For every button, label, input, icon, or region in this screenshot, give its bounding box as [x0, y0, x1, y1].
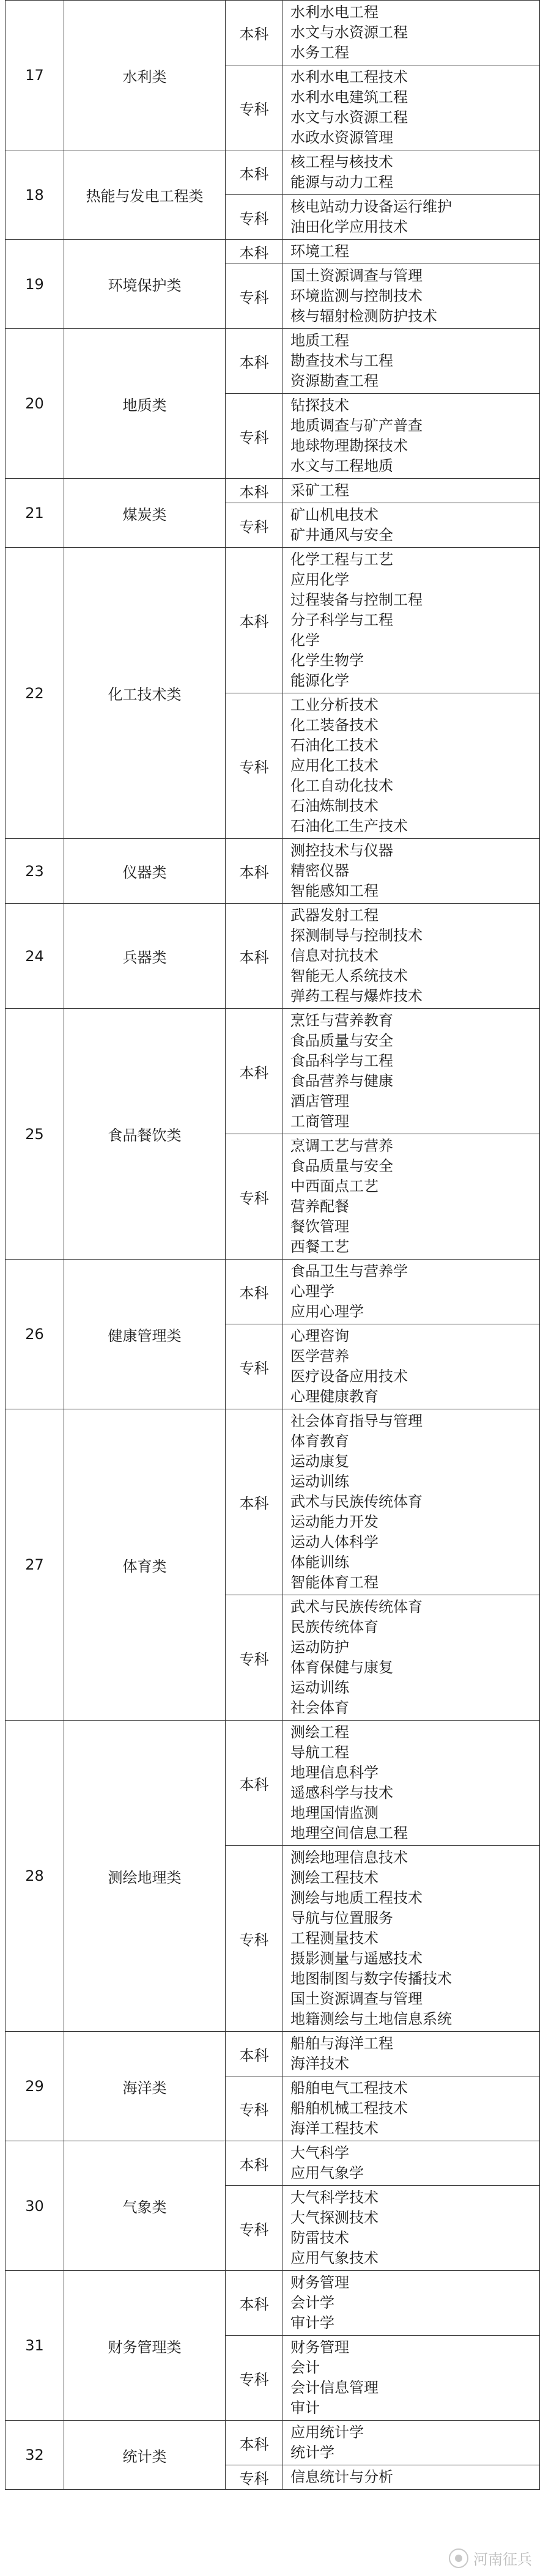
category-cell: 统计类 [64, 2421, 226, 2490]
major-item: 化工装备技术 [290, 717, 379, 734]
majors-cell [283, 2032, 540, 2076]
level-cell: 本科 [226, 240, 283, 264]
major-item: 财务管理 [290, 2339, 349, 2356]
major-item: 地理空间信息工程 [290, 1825, 408, 1842]
level-cell: 本科 [226, 150, 283, 195]
major-item: 海洋工程技术 [290, 2120, 379, 2137]
row-number: 19 [6, 240, 64, 329]
majors-cell [283, 1846, 540, 2032]
category-cell: 食品餐饮类 [64, 1009, 226, 1260]
table-row [6, 150, 540, 195]
row-number: 22 [6, 548, 64, 839]
major-item: 武术与民族传统体育 [290, 1493, 423, 1510]
major-item: 医疗设备应用技术 [290, 1368, 408, 1385]
category-cell: 海洋类 [64, 2032, 226, 2141]
level-cell: 专科 [226, 1134, 283, 1260]
major-item: 应用化学 [290, 571, 349, 588]
major-item: 烹调工艺与营养 [290, 1137, 393, 1154]
major-item: 应用气象学 [290, 2165, 364, 2182]
major-item: 测绘与地质工程技术 [290, 1889, 423, 1906]
major-item: 地质调查与矿产普查 [290, 417, 423, 434]
majors-cell [283, 2141, 540, 2186]
majors-cell [283, 1, 540, 65]
major-item: 体育保健与康复 [290, 1659, 393, 1676]
level-cell: 本科 [226, 1260, 283, 1324]
major-item: 会计信息管理 [290, 2379, 379, 2396]
major-item: 烹饪与营养教育 [290, 1012, 393, 1029]
major-item: 水利水电工程技术 [290, 68, 408, 86]
table-row [6, 2421, 540, 2465]
majors-cell [283, 394, 540, 479]
major-item: 社会体育指导与管理 [290, 1412, 423, 1430]
category-cell: 煤炭类 [64, 479, 226, 548]
level-cell: 专科 [226, 1846, 283, 2032]
table-row [6, 839, 540, 904]
majors-cell [283, 2186, 540, 2271]
level-cell: 专科 [226, 503, 283, 548]
level-cell: 本科 [226, 1009, 283, 1134]
wechat-logo-icon [449, 2548, 468, 2568]
majors-cell [283, 1595, 540, 1721]
major-item: 地理信息科学 [290, 1764, 379, 1781]
major-item: 运动训练 [290, 1473, 349, 1490]
major-item: 大气科学 [290, 2144, 349, 2161]
major-item: 水文与水资源工程 [290, 109, 408, 126]
category-cell: 地质类 [64, 329, 226, 479]
major-item: 石油化工技术 [290, 737, 379, 754]
major-item: 水文与工程地质 [290, 457, 393, 474]
major-item: 信息统计与分析 [290, 2468, 393, 2486]
major-item: 审计学 [290, 2314, 334, 2331]
major-item: 测绘工程技术 [290, 1869, 379, 1886]
major-item: 体育教育 [290, 1433, 349, 1450]
major-item: 船舶与海洋工程 [290, 2035, 393, 2052]
major-item: 社会体育 [290, 1699, 349, 1716]
category-cell: 水利类 [64, 1, 226, 150]
major-item: 医学营养 [290, 1348, 349, 1365]
major-item: 食品质量与安全 [290, 1157, 393, 1175]
major-item: 勘查技术与工程 [290, 352, 393, 369]
major-item: 地图制图与数字传播技术 [290, 1970, 452, 1987]
level-cell: 本科 [226, 2032, 283, 2076]
major-item: 统计学 [290, 2444, 334, 2461]
majors-cell [283, 904, 540, 1009]
major-item: 民族传统体育 [290, 1618, 379, 1636]
major-item: 水务工程 [290, 44, 349, 61]
majors-cell [283, 65, 540, 150]
majors-cell [283, 693, 540, 839]
major-item: 智能体育工程 [290, 1574, 379, 1591]
majors-cell [283, 1260, 540, 1324]
majors-cell [283, 1324, 540, 1409]
majors-cell [283, 2076, 540, 2141]
level-cell: 专科 [226, 2465, 283, 2490]
major-item: 测绘地理信息技术 [290, 1849, 408, 1866]
major-item: 精密仪器 [290, 862, 349, 879]
major-item: 心理咨询 [290, 1327, 349, 1345]
majors-cell [283, 1721, 540, 1846]
major-item: 能源与动力工程 [290, 174, 393, 191]
major-item: 钻探技术 [290, 397, 349, 414]
major-item: 水政水资源管理 [290, 129, 393, 146]
category-cell: 化工技术类 [64, 548, 226, 839]
major-item: 石油化工生产技术 [290, 817, 408, 835]
major-item: 武器发射工程 [290, 907, 379, 924]
category-cell: 气象类 [64, 2141, 226, 2271]
major-item: 地质工程 [290, 332, 349, 349]
major-item: 防雷技术 [290, 2229, 349, 2246]
category-cell: 体育类 [64, 1409, 226, 1721]
majors-cell [283, 240, 540, 264]
watermark [446, 2546, 534, 2570]
major-item: 大气科学技术 [290, 2189, 379, 2206]
major-item: 水文与水资源工程 [290, 24, 408, 41]
major-item: 探测制导与控制技术 [290, 927, 423, 944]
major-item: 体能训练 [290, 1554, 349, 1571]
major-item: 核电站动力设备运行维护 [290, 198, 452, 215]
major-item: 资源勘查工程 [290, 372, 379, 389]
major-item: 信息对抗技术 [290, 947, 379, 964]
majors-cell [283, 329, 540, 394]
table-row [6, 2141, 540, 2186]
level-cell: 本科 [226, 1409, 283, 1595]
row-number: 30 [6, 2141, 64, 2271]
table-row [6, 904, 540, 1009]
major-item: 测控技术与仪器 [290, 842, 393, 859]
row-number: 18 [6, 150, 64, 240]
row-number: 24 [6, 904, 64, 1009]
major-item: 运动人体科学 [290, 1533, 379, 1551]
row-number: 29 [6, 2032, 64, 2141]
level-cell: 专科 [226, 195, 283, 240]
majors-cell [283, 1134, 540, 1260]
major-item: 海洋技术 [290, 2055, 349, 2072]
major-item: 食品科学与工程 [290, 1052, 393, 1069]
major-item: 应用气象技术 [290, 2249, 379, 2267]
table-row [6, 1, 540, 65]
level-cell: 本科 [226, 548, 283, 693]
major-table-body [6, 1, 540, 2490]
major-item: 船舶电气工程技术 [290, 2080, 408, 2097]
major-item: 化学 [290, 632, 320, 649]
major-item: 地理国情监测 [290, 1804, 379, 1821]
major-item: 环境监测与控制技术 [290, 287, 423, 304]
major-item: 化工自动化技术 [290, 777, 393, 794]
major-item: 地球物理勘探技术 [290, 437, 408, 454]
majors-cell [283, 2421, 540, 2465]
majors-cell [283, 150, 540, 195]
majors-cell [283, 479, 540, 503]
major-item: 矿山机电技术 [290, 506, 379, 523]
major-item: 矿井通风与安全 [290, 526, 393, 544]
major-item: 导航与位置服务 [290, 1910, 393, 1927]
major-table [5, 0, 540, 2490]
major-item: 工商管理 [290, 1113, 349, 1130]
row-number: 21 [6, 479, 64, 548]
major-item: 心理健康教育 [290, 1388, 379, 1405]
level-cell: 本科 [226, 904, 283, 1009]
table-row [6, 2032, 540, 2076]
level-cell: 专科 [226, 1595, 283, 1721]
major-item: 化学生物学 [290, 652, 364, 669]
level-cell: 专科 [226, 264, 283, 329]
major-item: 国土资源调查与管理 [290, 1990, 423, 2007]
major-item: 国土资源调查与管理 [290, 267, 423, 284]
major-item: 水利水电建筑工程 [290, 89, 408, 106]
major-item: 摄影测量与遥感技术 [290, 1950, 423, 1967]
major-item: 食品质量与安全 [290, 1032, 393, 1049]
majors-cell [283, 548, 540, 693]
major-item: 运动训练 [290, 1679, 349, 1696]
major-item: 测绘工程 [290, 1724, 349, 1741]
majors-cell [283, 1009, 540, 1134]
row-number: 31 [6, 2271, 64, 2421]
major-item: 工业分析技术 [290, 696, 379, 714]
row-number: 20 [6, 329, 64, 479]
major-item: 水利水电工程 [290, 4, 379, 21]
major-item: 大气探测技术 [290, 2209, 379, 2226]
major-item: 运动防护 [290, 1639, 349, 1656]
major-item: 运动康复 [290, 1453, 349, 1470]
majors-cell [283, 264, 540, 329]
row-number: 23 [6, 839, 64, 904]
major-item: 石油炼制技术 [290, 797, 379, 814]
table-row [6, 2271, 540, 2336]
major-item: 运动能力开发 [290, 1513, 379, 1530]
major-item: 环境工程 [290, 243, 349, 260]
level-cell: 本科 [226, 839, 283, 904]
category-cell: 仪器类 [64, 839, 226, 904]
level-cell: 本科 [226, 2141, 283, 2186]
level-cell: 专科 [226, 1324, 283, 1409]
level-cell: 本科 [226, 479, 283, 503]
major-item: 智能无人系统技术 [290, 967, 408, 984]
major-item: 核与辐射检测防护技术 [290, 308, 437, 325]
major-item: 过程装备与控制工程 [290, 591, 423, 608]
major-item: 会计 [290, 2359, 320, 2376]
category-cell: 测绘地理类 [64, 1721, 226, 2032]
major-item: 会计学 [290, 2294, 334, 2311]
table-row [6, 240, 540, 264]
major-item: 工程测量技术 [290, 1930, 379, 1947]
level-cell: 本科 [226, 1721, 283, 1846]
level-cell: 本科 [226, 1, 283, 65]
level-cell: 专科 [226, 2186, 283, 2271]
table-row [6, 1009, 540, 1134]
table-row [6, 548, 540, 693]
category-cell: 兵器类 [64, 904, 226, 1009]
major-item: 营养配餐 [290, 1198, 349, 1215]
table-row [6, 479, 540, 503]
major-item: 酒店管理 [290, 1093, 349, 1110]
major-item: 核工程与核技术 [290, 153, 393, 171]
major-item: 智能感知工程 [290, 882, 379, 899]
major-item: 遥感科学与技术 [290, 1784, 393, 1801]
table-row [6, 1409, 540, 1595]
major-item: 弹药工程与爆炸技术 [290, 987, 423, 1005]
row-number: 17 [6, 1, 64, 150]
level-cell: 本科 [226, 2421, 283, 2465]
major-item: 西餐工艺 [290, 1238, 349, 1255]
major-item: 应用化工技术 [290, 757, 379, 774]
level-cell: 本科 [226, 2271, 283, 2336]
majors-cell [283, 195, 540, 240]
table-row [6, 1260, 540, 1324]
major-item: 食品营养与健康 [290, 1072, 393, 1090]
major-item: 导航工程 [290, 1744, 349, 1761]
majors-cell [283, 839, 540, 904]
major-item: 应用统计学 [290, 2424, 364, 2441]
row-number: 32 [6, 2421, 64, 2490]
category-cell: 健康管理类 [64, 1260, 226, 1409]
level-cell: 专科 [226, 693, 283, 839]
major-item: 化学工程与工艺 [290, 551, 393, 568]
major-item: 武术与民族传统体育 [290, 1598, 423, 1615]
category-cell: 环境保护类 [64, 240, 226, 329]
table-row [6, 1721, 540, 1846]
row-number: 27 [6, 1409, 64, 1721]
major-item: 船舶机械工程技术 [290, 2100, 408, 2117]
row-number: 26 [6, 1260, 64, 1409]
majors-cell [283, 2271, 540, 2336]
level-cell: 专科 [226, 394, 283, 479]
category-cell: 财务管理类 [64, 2271, 226, 2421]
majors-cell [283, 1409, 540, 1595]
major-item: 地籍测绘与土地信息系统 [290, 2010, 452, 2028]
majors-cell [283, 2465, 540, 2490]
row-number: 25 [6, 1009, 64, 1260]
category-cell: 热能与发电工程类 [64, 150, 226, 240]
level-cell: 专科 [226, 2076, 283, 2141]
major-item: 财务管理 [290, 2274, 349, 2291]
major-item: 采矿工程 [290, 482, 349, 499]
major-item: 心理学 [290, 1283, 334, 1300]
majors-cell [283, 503, 540, 548]
major-item: 餐饮管理 [290, 1218, 349, 1235]
major-item: 应用心理学 [290, 1303, 364, 1320]
major-item: 中西面点工艺 [290, 1178, 379, 1195]
level-cell: 专科 [226, 2336, 283, 2421]
major-item: 审计 [290, 2399, 320, 2416]
majors-cell [283, 2336, 540, 2421]
major-item: 食品卫生与营养学 [290, 1263, 408, 1280]
level-cell: 本科 [226, 329, 283, 394]
watermark-text: 河南征兵 [473, 2551, 532, 2568]
major-item: 能源化学 [290, 672, 349, 689]
level-cell: 专科 [226, 65, 283, 150]
table-row [6, 329, 540, 394]
row-number: 28 [6, 1721, 64, 2032]
major-item: 分子科学与工程 [290, 611, 393, 629]
major-item: 油田化学应用技术 [290, 218, 408, 235]
